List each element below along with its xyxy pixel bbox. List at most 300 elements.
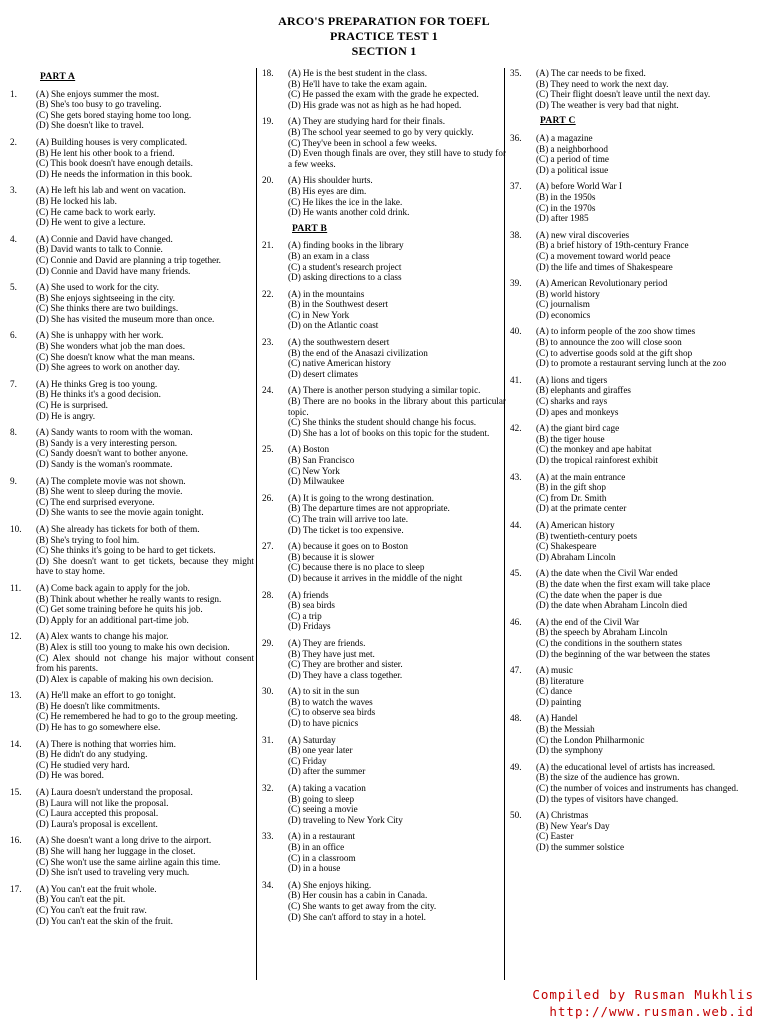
answer-option: (A) the southwestern desert xyxy=(288,337,390,348)
question-number: 3. xyxy=(10,185,17,196)
question-number: 15. xyxy=(10,787,22,798)
question-number: 44. xyxy=(510,519,522,530)
question-options xyxy=(288,831,506,873)
question-options xyxy=(536,181,758,223)
answer-option: (B) an exam in a class xyxy=(288,250,370,261)
question-item xyxy=(510,375,758,417)
question-item xyxy=(510,181,758,223)
question-options xyxy=(288,240,506,282)
answer-option: (D) painting xyxy=(536,696,582,707)
question-options xyxy=(36,884,254,926)
answer-option: (C) He likes the ice in the lake. xyxy=(288,196,403,207)
answer-option: (B) There are no books in the library about this particular topic. xyxy=(288,396,506,417)
question-options xyxy=(536,375,758,417)
answer-option: (C) native American history xyxy=(288,358,391,369)
answer-option: (D) The weather is very bad that night. xyxy=(536,99,679,110)
answer-option: (B) to announce the zoo will close soon xyxy=(536,337,682,348)
document-header xyxy=(0,14,768,59)
question-number: 19. xyxy=(262,116,274,127)
answer-option: (D) the summer solstice xyxy=(536,842,625,852)
answer-option: (D) to promote a restaurant serving lunch at the zoo xyxy=(536,358,727,369)
answer-option: (B) New Year's Day xyxy=(536,820,610,831)
answer-option: (A) Handel xyxy=(536,713,578,724)
answer-option: (C) She thinks there are two buildings. xyxy=(36,303,179,314)
question-item xyxy=(262,116,506,169)
answer-option: (C) in the 1970s xyxy=(536,202,596,213)
answer-option: (A) in the mountains xyxy=(288,288,365,299)
header-title: ARCO'S PREPARATION FOR TOEFL xyxy=(278,14,490,28)
question-options xyxy=(536,230,758,272)
question-number: 21. xyxy=(262,240,274,251)
footer-url: http://www.rusman.web.id xyxy=(549,1004,754,1019)
question-options xyxy=(36,583,254,625)
question-item xyxy=(510,423,758,465)
answer-option: (A) Christmas xyxy=(536,810,589,821)
answer-option: (D) in a house xyxy=(288,863,341,874)
answer-option: (C) They've been in school a few weeks. xyxy=(288,137,437,148)
question-item xyxy=(262,337,506,379)
question-options xyxy=(536,133,758,175)
answer-option: (B) in the Southwest desert xyxy=(288,299,389,310)
question-options xyxy=(536,568,758,610)
question-number: 36. xyxy=(510,132,522,143)
answer-option: (D) after the summer xyxy=(288,766,366,777)
question-options xyxy=(36,787,254,829)
answer-option: (D) the symphony xyxy=(536,745,603,756)
column-1 xyxy=(10,68,254,932)
answer-option: (D) a political issue xyxy=(536,164,609,175)
question-options xyxy=(288,735,506,777)
question-options xyxy=(536,68,758,110)
question-options xyxy=(288,444,506,486)
answer-option: (D) desert climates xyxy=(288,368,358,379)
answer-option: (D) The ticket is too expensive. xyxy=(288,524,404,535)
question-number: 39. xyxy=(510,278,522,289)
answer-option: (B) twentieth-century poets xyxy=(536,530,638,541)
question-options xyxy=(36,330,254,372)
question-item xyxy=(262,590,506,632)
question-options xyxy=(36,137,254,179)
answer-option: (B) He lent his other book to a friend. xyxy=(36,147,175,158)
answer-option: (B) They have just met. xyxy=(288,648,375,659)
question-options xyxy=(536,617,758,659)
question-options xyxy=(288,638,506,680)
answer-option: (B) Her cousin has a cabin in Canada. xyxy=(288,890,428,901)
question-number: 41. xyxy=(510,374,522,385)
answer-option: (C) He came back to work early. xyxy=(36,206,156,217)
question-number: 34. xyxy=(262,879,274,890)
question-item xyxy=(510,278,758,320)
question-item xyxy=(262,638,506,680)
answer-option: (B) a brief history of 19th-century France xyxy=(536,240,689,251)
question-number: 35. xyxy=(510,68,522,78)
answer-option: (D) Apply for an additional part-time job. xyxy=(36,614,189,625)
answer-option: (C) They are brother and sister. xyxy=(288,659,403,670)
answer-option: (D) asking directions to a class xyxy=(288,272,402,283)
answer-option: (C) the monkey and ape habitat xyxy=(536,444,652,455)
question-item xyxy=(10,185,254,227)
question-options xyxy=(288,880,506,922)
answer-option: (D) He wants another cold drink. xyxy=(288,207,410,218)
answer-option: (A) Building houses is very complicated. xyxy=(36,136,188,147)
question-number: 49. xyxy=(510,761,522,772)
answer-option: (A) the educational level of artists has increased. xyxy=(536,761,716,772)
answer-option: (B) a neighborhood xyxy=(536,143,608,154)
answer-option: (A) the end of the Civil War xyxy=(536,616,640,627)
answer-option: (B) because it is slower xyxy=(288,551,375,562)
answer-option: (C) He studied very hard. xyxy=(36,759,130,770)
answer-option: (A) taking a vacation xyxy=(288,783,366,794)
answer-option: (D) Milwaukee xyxy=(288,476,345,487)
answer-option: (B) The school year seemed to go by very quickly. xyxy=(288,126,474,137)
question-item xyxy=(510,326,758,368)
answer-option: (D) Connie and David have many friends. xyxy=(36,265,191,276)
answer-option: (B) She will hang her luggage in the closet. xyxy=(36,846,196,856)
answer-option: (B) She's too busy to go traveling. xyxy=(36,99,162,110)
answer-option: (A) to sit in the sun xyxy=(288,686,360,697)
question-item xyxy=(262,289,506,331)
question-number: 23. xyxy=(262,337,274,348)
question-options xyxy=(288,541,506,583)
column-divider xyxy=(256,68,257,980)
question-number: 1. xyxy=(10,88,17,99)
question-number: 5. xyxy=(10,282,17,293)
answer-option: (C) This book doesn't have enough details. xyxy=(36,158,193,169)
answer-option: (D) She wants to see the movie again tonight. xyxy=(36,507,204,518)
question-number: 10. xyxy=(10,523,22,534)
question-options xyxy=(536,713,758,755)
question-item xyxy=(10,884,254,926)
answer-option: (A) He'll make an effort to go tonight. xyxy=(36,690,176,701)
answer-option: (B) to watch the waves xyxy=(288,696,373,707)
question-options xyxy=(288,385,506,438)
answer-option: (A) American history xyxy=(536,519,615,530)
answer-option: (D) on the Atlantic coast xyxy=(288,320,379,331)
answer-option: (B) the size of the audience has grown. xyxy=(536,772,680,783)
answer-option: (B) He didn't do any studying. xyxy=(36,749,148,760)
header-section: SECTION 1 xyxy=(351,44,417,58)
question-item xyxy=(10,282,254,324)
question-options xyxy=(36,185,254,227)
answer-option: (C) in New York xyxy=(288,309,350,320)
answer-option: (C) Shakespeare xyxy=(536,541,597,552)
answer-option: (B) sea birds xyxy=(288,600,335,611)
answer-option: (A) You can't eat the fruit whole. xyxy=(36,883,157,894)
question-item xyxy=(10,739,254,781)
answer-option: (B) His eyes are dim. xyxy=(288,185,367,196)
answer-option: (B) the speech by Abraham Lincoln xyxy=(536,627,668,638)
answer-option: (C) Their flight doesn't leave until the next day. xyxy=(536,89,711,100)
question-number: 9. xyxy=(10,475,17,486)
question-number: 25. xyxy=(262,444,274,455)
question-number: 33. xyxy=(262,831,274,842)
question-number: 43. xyxy=(510,471,522,482)
answer-option: (B) You can't eat the pit. xyxy=(36,894,126,905)
question-options xyxy=(536,665,758,707)
answer-option: (B) in an office xyxy=(288,842,345,852)
answer-option: (A) lions and tigers xyxy=(536,374,608,385)
answer-option: (C) the conditions in the southern states xyxy=(536,637,682,648)
answer-option: (C) Easter xyxy=(536,831,574,842)
question-options xyxy=(536,520,758,562)
answer-option: (D) economics xyxy=(536,309,591,320)
question-number: 8. xyxy=(10,427,17,438)
question-number: 20. xyxy=(262,175,274,186)
answer-option: (A) His shoulder hurts. xyxy=(288,175,373,186)
answer-option: (C) He remembered he had to go to the group meeting. xyxy=(36,711,238,722)
question-number: 29. xyxy=(262,637,274,648)
question-options xyxy=(288,590,506,632)
question-item xyxy=(510,230,758,272)
question-item xyxy=(10,330,254,372)
answer-option: (C) from Dr. Smith xyxy=(536,492,607,503)
answer-option: (D) because it arrives in the middle of the night xyxy=(288,572,463,583)
question-number: 45. xyxy=(510,568,522,579)
answer-option: (A) They are studying hard for their finals. xyxy=(288,116,445,127)
answer-option: (C) journalism xyxy=(536,299,590,310)
answer-option: (D) the beginning of the war between the states xyxy=(536,648,710,659)
answer-option: (C) a trip xyxy=(288,610,322,621)
answer-option: (D) She has a lot of books on this topic for the student. xyxy=(288,427,490,438)
answer-option: (C) The end surprised everyone. xyxy=(36,496,155,507)
answer-option: (C) in a classroom xyxy=(288,852,356,863)
answer-option: (C) She thinks the student should change his focus. xyxy=(288,417,477,428)
question-item xyxy=(10,690,254,732)
question-number: 26. xyxy=(262,492,274,503)
question-item xyxy=(262,385,506,438)
answer-option: (B) She went to sleep during the movie. xyxy=(36,486,183,497)
question-item xyxy=(510,665,758,707)
question-options xyxy=(36,524,254,577)
question-options xyxy=(536,810,758,852)
answer-option: (D) the tropical rainforest exhibit xyxy=(536,455,658,465)
question-item xyxy=(10,835,254,877)
question-item xyxy=(510,68,758,110)
answer-option: (B) The departure times are not appropriate. xyxy=(288,503,450,514)
answer-option: (A) There is nothing that worries him. xyxy=(36,738,176,749)
answer-option: (B) elephants and giraffes xyxy=(536,385,631,396)
answer-option: (B) They need to work the next day. xyxy=(536,78,669,89)
question-number: 13. xyxy=(10,690,22,701)
part-heading: PART B xyxy=(292,223,328,234)
question-options xyxy=(536,326,758,368)
answer-option: (D) to have picnics xyxy=(288,718,359,729)
question-item xyxy=(262,175,506,217)
question-item xyxy=(10,583,254,625)
question-number: 27. xyxy=(262,541,274,552)
question-options xyxy=(288,175,506,217)
answer-option: (A) He left his lab and went on vacation. xyxy=(36,185,186,196)
answer-option: (B) He locked his lab. xyxy=(36,195,117,206)
answer-option: (D) She agrees to work on another day. xyxy=(36,362,180,373)
question-options xyxy=(36,427,254,469)
question-options xyxy=(36,379,254,421)
question-item xyxy=(10,89,254,131)
answer-option: (D) the types of visitors have changed. xyxy=(536,793,679,804)
answer-option: (A) Come back again to apply for the job. xyxy=(36,582,190,593)
answer-option: (C) a period of time xyxy=(536,154,609,165)
question-options xyxy=(288,116,506,169)
answer-option: (B) San Francisco xyxy=(288,455,355,465)
answer-option: (A) in a restaurant xyxy=(288,831,356,842)
answer-option: (A) the giant bird cage xyxy=(536,423,620,434)
answer-option: (A) She doesn't want a long drive to the airport. xyxy=(36,835,212,846)
question-item xyxy=(10,524,254,577)
question-options xyxy=(536,278,758,320)
answer-option: (A) She enjoys hiking. xyxy=(288,879,372,890)
answer-option: (B) She wonders what job the man does. xyxy=(36,341,186,352)
header-subtitle: PRACTICE TEST 1 xyxy=(330,29,438,43)
answer-option: (A) She enjoys summer the most. xyxy=(36,88,159,99)
answer-option: (A) The complete movie was not shown. xyxy=(36,475,186,486)
answer-option: (A) new viral discoveries xyxy=(536,229,630,240)
answer-option: (D) His grade was not as high as he had hoped. xyxy=(288,99,462,110)
answer-option: (C) You can't eat the fruit raw. xyxy=(36,904,147,915)
answer-option: (A) It is going to the wrong destination. xyxy=(288,492,434,503)
answer-option: (A) American Revolutionary period xyxy=(536,278,668,289)
question-number: 16. xyxy=(10,835,22,846)
question-number: 32. xyxy=(262,783,274,794)
answer-option: (A) because it goes on to Boston xyxy=(288,541,408,552)
question-number: 18. xyxy=(262,68,274,78)
answer-option: (A) finding books in the library xyxy=(288,240,404,251)
answer-option: (A) The car needs to be fixed. xyxy=(536,68,646,78)
question-number: 48. xyxy=(510,713,522,724)
answer-option: (B) world history xyxy=(536,288,600,299)
answer-option: (D) She isn't used to traveling very much. xyxy=(36,867,190,878)
question-number: 17. xyxy=(10,883,22,894)
answer-option: (A) Connie and David have changed. xyxy=(36,233,173,244)
question-number: 4. xyxy=(10,233,17,244)
question-options xyxy=(536,762,758,804)
answer-option: (C) the date when the paper is due xyxy=(536,589,662,600)
answer-option: (A) Laura doesn't understand the proposal. xyxy=(36,787,193,798)
question-number: 47. xyxy=(510,665,522,676)
question-item xyxy=(10,137,254,179)
answer-option: (B) David wants to talk to Connie. xyxy=(36,244,163,255)
answer-option: (D) the life and times of Shakespeare xyxy=(536,261,673,272)
question-item xyxy=(262,735,506,777)
answer-option: (C) She gets bored staying home too long. xyxy=(36,109,192,120)
answer-option: (C) She doesn't know what the man means. xyxy=(36,351,195,362)
question-options xyxy=(36,631,254,684)
part-heading: PART A xyxy=(40,72,76,82)
question-item xyxy=(510,617,758,659)
answer-option: (D) Even though finals are over, they still have to study for a few weeks. xyxy=(288,148,506,169)
question-item xyxy=(510,810,758,852)
answer-option: (B) He thinks it's a good decision. xyxy=(36,389,161,400)
answer-option: (C) sharks and rays xyxy=(536,396,608,407)
question-item xyxy=(262,493,506,535)
answer-option: (B) She enjoys sightseeing in the city. xyxy=(36,292,175,303)
answer-option: (A) They are friends. xyxy=(288,637,366,648)
question-item xyxy=(10,234,254,276)
answer-option: (B) in the gift shop xyxy=(536,482,606,493)
question-number: 11. xyxy=(10,582,22,593)
answer-option: (D) after 1985 xyxy=(536,213,589,224)
answer-option: (B) the Messiah xyxy=(536,724,595,735)
answer-option: (A) a magazine xyxy=(536,132,593,143)
question-number: 30. xyxy=(262,686,274,697)
footer-compiler: Compiled by Rusman Mukhlis xyxy=(532,987,754,1002)
question-item xyxy=(262,541,506,583)
answer-option: (A) Alex wants to change his major. xyxy=(36,631,169,642)
answer-option: (A) at the main entrance xyxy=(536,471,626,482)
column-3 xyxy=(510,68,758,859)
question-options xyxy=(288,337,506,379)
answer-option: (B) in the 1950s xyxy=(536,191,596,202)
answer-option: (D) He went to give a lecture. xyxy=(36,217,146,228)
answer-option: (B) the tiger house xyxy=(536,433,605,444)
part-heading: PART C xyxy=(540,116,576,127)
answer-option: (D) He was bored. xyxy=(36,770,104,781)
answer-option: (D) They have a class together. xyxy=(288,669,403,680)
question-item xyxy=(10,476,254,518)
question-options xyxy=(288,783,506,825)
answer-option: (D) He is angry. xyxy=(36,410,96,421)
question-options xyxy=(288,493,506,535)
question-item xyxy=(262,831,506,873)
answer-option: (D) She has visited the museum more than once. xyxy=(36,313,215,324)
answer-option: (A) Boston xyxy=(288,444,330,455)
answer-option: (C) to observe sea birds xyxy=(288,707,376,718)
question-options xyxy=(536,423,758,465)
question-number: 40. xyxy=(510,326,522,337)
answer-option: (D) Sandy is the woman's roommate. xyxy=(36,459,173,469)
answer-option: (C) He passed the exam with the grade he expected. xyxy=(288,89,479,100)
question-item xyxy=(262,240,506,282)
question-options xyxy=(36,89,254,131)
answer-option: (B) one year later xyxy=(288,745,353,756)
column-2 xyxy=(262,68,506,928)
question-number: 22. xyxy=(262,288,274,299)
answer-option: (A) She already has tickets for both of them. xyxy=(36,523,200,534)
question-options xyxy=(36,282,254,324)
answer-option: (B) Think about whether he really wants to resign. xyxy=(36,593,222,604)
answer-option: (D) She doesn't want to get tickets, because they might have to stay home. xyxy=(36,555,254,577)
answer-option: (C) Friday xyxy=(288,755,327,766)
answer-option: (D) Fridays xyxy=(288,621,331,632)
answer-option: (A) He is the best student in the class. xyxy=(288,68,428,78)
question-item xyxy=(10,379,254,421)
answer-option: (D) He needs the information in this book. xyxy=(36,168,193,179)
answer-option: (C) Sandy doesn't want to bother anyone. xyxy=(36,448,188,459)
question-number: 12. xyxy=(10,631,22,642)
answer-option: (D) He has to go somewhere else. xyxy=(36,722,161,733)
answer-option: (B) He'll have to take the exam again. xyxy=(288,78,427,89)
answer-option: (B) literature xyxy=(536,675,584,686)
question-item xyxy=(262,444,506,486)
question-options xyxy=(36,234,254,276)
answer-option: (C) Get some training before he quits his job. xyxy=(36,604,203,615)
question-number: 14. xyxy=(10,738,22,749)
question-options xyxy=(36,739,254,781)
answer-option: (A) There is another person studying a similar topic. xyxy=(288,385,481,396)
question-item xyxy=(510,762,758,804)
answer-option: (C) She wants to get away from the city. xyxy=(288,900,437,911)
question-item xyxy=(262,783,506,825)
footer-credit xyxy=(532,986,754,1020)
answer-option: (B) the end of the Anasazi civilization xyxy=(288,347,428,358)
answer-option: (C) because there is no place to sleep xyxy=(288,562,425,573)
answer-option: (D) Abraham Lincoln xyxy=(536,551,616,562)
answer-option: (C) a student's research project xyxy=(288,261,402,272)
answer-option: (C) Laura accepted this proposal. xyxy=(36,808,159,819)
answer-option: (D) Alex is capable of making his own decision. xyxy=(36,673,214,684)
question-number: 50. xyxy=(510,810,522,821)
answer-option: (B) going to sleep xyxy=(288,793,355,804)
answer-option: (A) She used to work for the city. xyxy=(36,282,159,293)
